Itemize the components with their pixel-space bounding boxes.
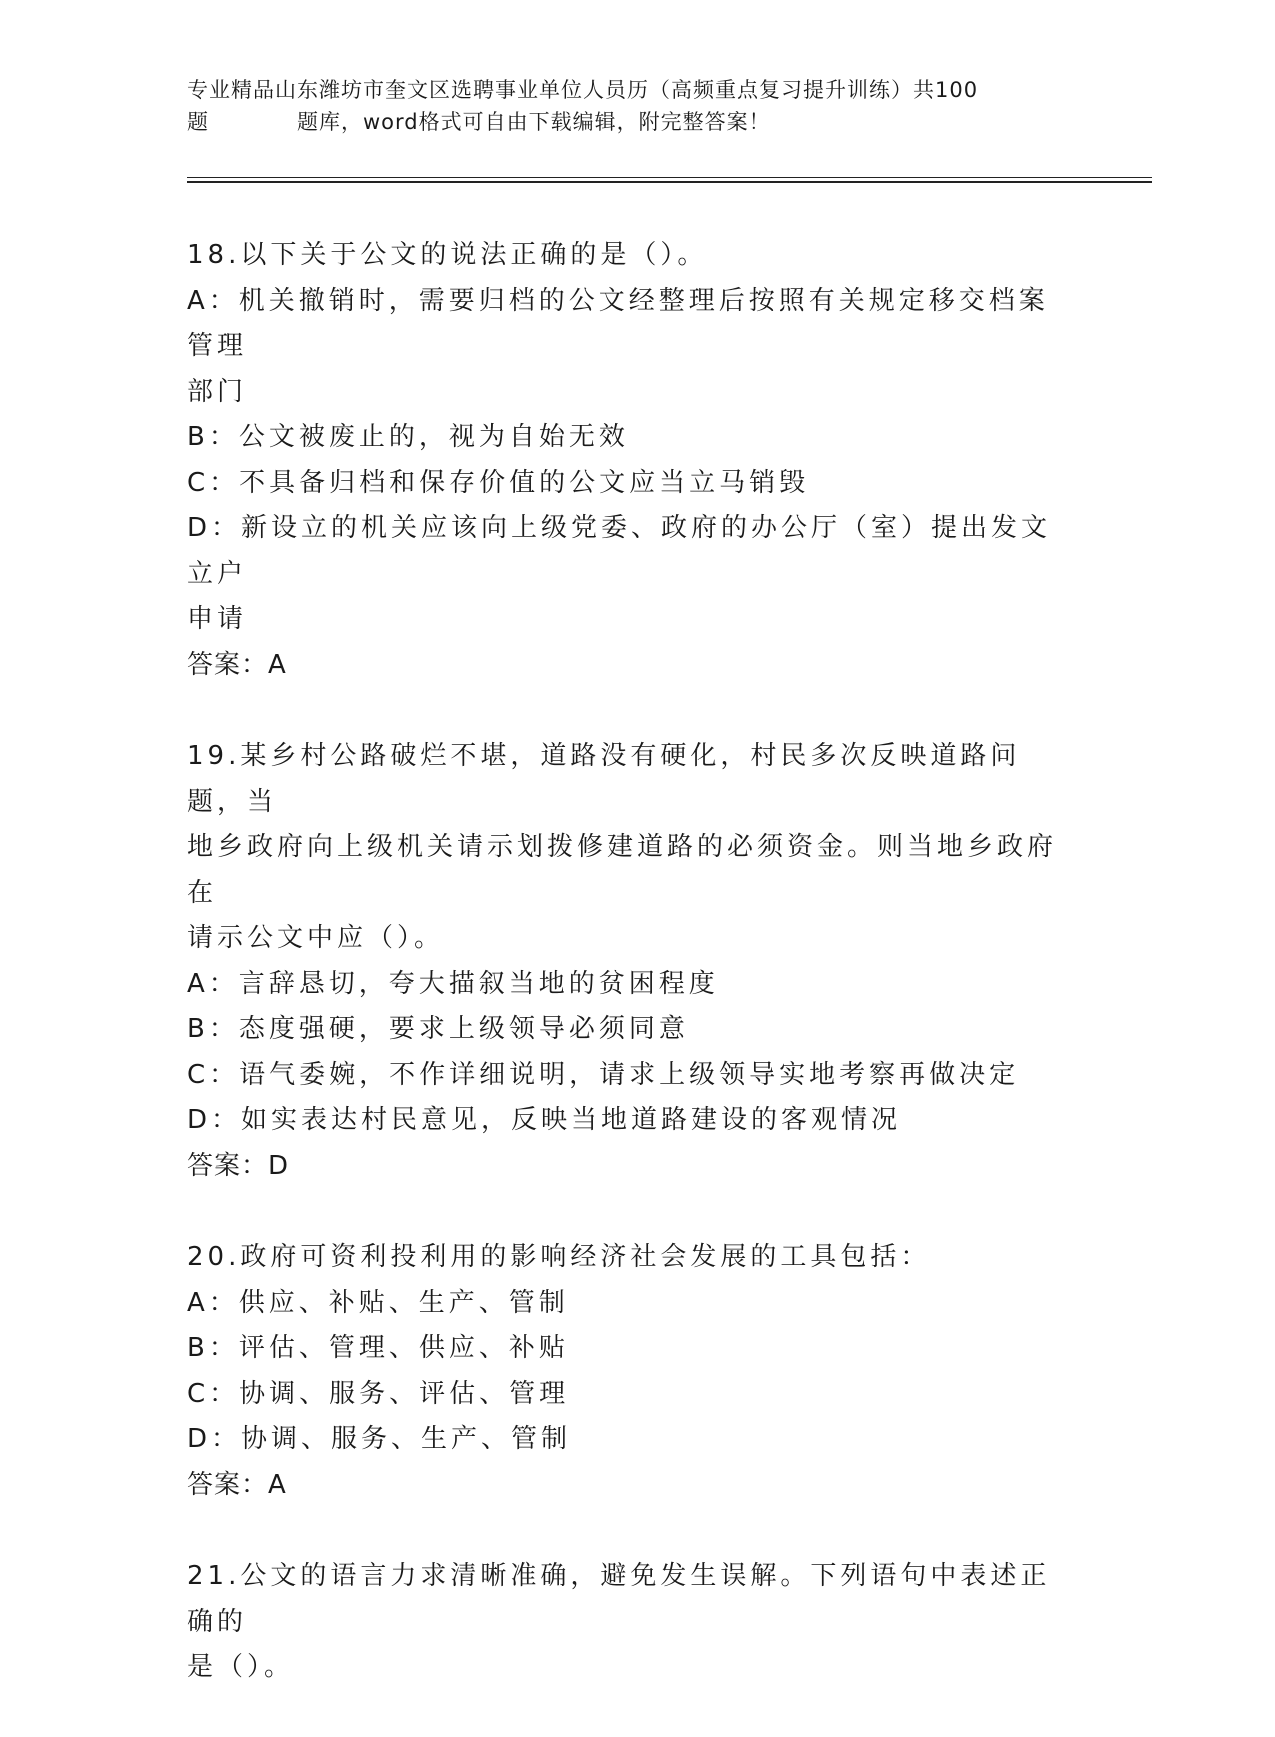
question-stem: 18.以下关于公文的说法正确的是（）。 [187, 240, 708, 270]
question-20 [187, 1235, 1067, 1508]
option-d: D：协调、服务、生产、管制 [187, 1424, 572, 1454]
option-a: A：供应、补贴、生产、管制 [187, 1287, 569, 1318]
answer-line: 答案：A [187, 1469, 287, 1500]
option-d-continued: 申请 [187, 604, 248, 634]
question-18 [187, 233, 1067, 688]
option-b: B：公文被废止的，视为自始无效 [187, 422, 629, 452]
answer-line: 答案：A [187, 649, 287, 680]
option-a-continued: 部门 [187, 376, 248, 407]
option-c: C：不具备归档和保存价值的公文应当立马销毁 [187, 467, 810, 498]
option-d: D：如实表达村民意见，反映当地道路建设的客观情况 [187, 1105, 902, 1135]
header-line-2-right: 题库，word格式可自由下载编辑，附完整答案！ [297, 110, 771, 134]
header-line-2 [187, 106, 1087, 138]
option-c: C：协调、服务、评估、管理 [187, 1378, 570, 1409]
option-c: C：语气委婉，不作详细说明，请求上级领导实地考察再做决定 [187, 1059, 1020, 1090]
question-21 [187, 1554, 1067, 1691]
header-line-1: 专业精品山东潍坊市奎文区选聘事业单位人员历（高频重点复习提升训练）共100 [187, 78, 979, 102]
document-header [187, 74, 1087, 138]
header-line-2-left: 题 [187, 110, 209, 134]
option-d: D：新设立的机关应该向上级党委、政府的办公厅（室）提出发文立户 [187, 513, 1052, 589]
answer-line: 答案：D [187, 1150, 290, 1181]
question-stem: 19.某乡村公路破烂不堪，道路没有硬化，村民多次反映道路问题，当 [187, 741, 1021, 817]
option-b: B：评估、管理、供应、补贴 [187, 1333, 569, 1363]
header-divider-thin [187, 177, 1152, 178]
question-stem-continued: 地乡政府向上级机关请示划拨修建道路的必须资金。则当地乡政府在 [187, 832, 1058, 908]
header-gap [209, 106, 297, 138]
question-19 [187, 734, 1067, 1189]
question-stem-continued: 请示公文中应（）。 [187, 923, 445, 953]
question-stem: 21.公文的语言力求清晰准确，避免发生误解。下列语句中表述正确的 [187, 1561, 1051, 1637]
question-stem-continued: 是（）。 [187, 1652, 295, 1682]
option-b: B：态度强硬，要求上级领导必须同意 [187, 1014, 689, 1044]
question-list [187, 233, 1067, 1737]
header-divider-thick [187, 181, 1152, 183]
question-stem: 20.政府可资利投利用的影响经济社会发展的工具包括： [187, 1242, 931, 1272]
option-a: A：言辞恳切，夸大描叙当地的贫困程度 [187, 968, 719, 999]
option-a: A：机关撤销时，需要归档的公文经整理后按照有关规定移交档案管理 [187, 285, 1049, 361]
